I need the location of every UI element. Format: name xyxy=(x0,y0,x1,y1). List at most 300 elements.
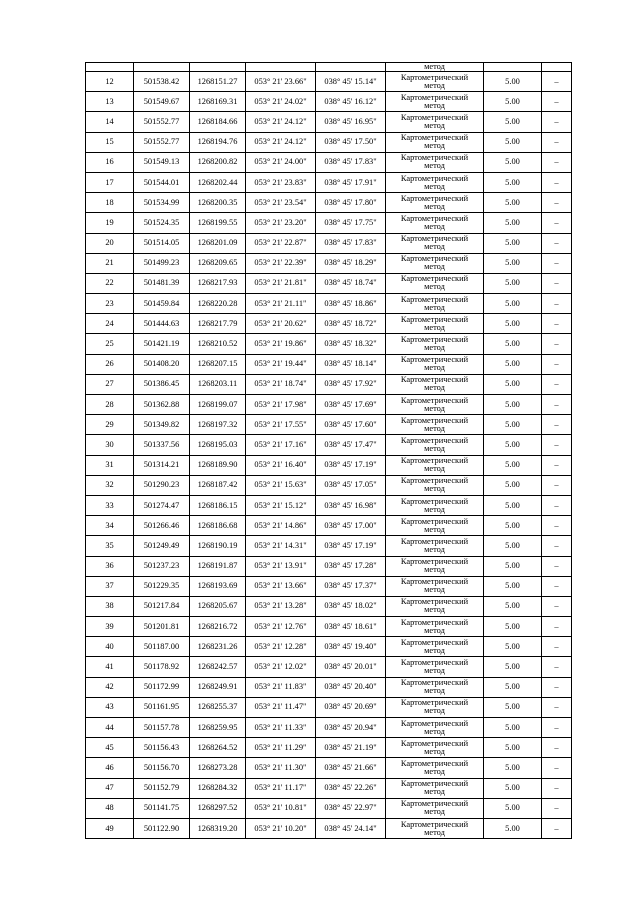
cell-point-number: 41 xyxy=(86,657,134,677)
cell-point-number: 12 xyxy=(86,72,134,92)
cell-method: Картометрический метод xyxy=(386,354,484,374)
cell-empty xyxy=(190,63,246,72)
cell-point-number: 15 xyxy=(86,132,134,152)
cell-latitude: 053° 21' 24.12" xyxy=(246,132,316,152)
table-body xyxy=(86,63,572,839)
cell-accuracy: 5.00 xyxy=(484,334,542,354)
cell-longitude: 038° 45' 17.37" xyxy=(316,576,386,596)
cell-x-coordinate: 501290.23 xyxy=(134,475,190,495)
cell-y-coordinate: 1268200.82 xyxy=(190,152,246,172)
cell-accuracy: 5.00 xyxy=(484,637,542,657)
cell-point-number: 32 xyxy=(86,475,134,495)
cell-method: Картометрический метод xyxy=(386,758,484,778)
cell-latitude: 053° 21' 17.98" xyxy=(246,395,316,415)
cell-accuracy: 5.00 xyxy=(484,253,542,273)
cell-accuracy: 5.00 xyxy=(484,657,542,677)
cell-method: Картометрический метод xyxy=(386,435,484,455)
cell-note: – xyxy=(542,617,572,637)
cell-y-coordinate: 1268209.65 xyxy=(190,253,246,273)
cell-longitude: 038° 45' 22.26" xyxy=(316,778,386,798)
cell-point-number: 24 xyxy=(86,314,134,334)
cell-note: – xyxy=(542,738,572,758)
cell-longitude: 038° 45' 18.02" xyxy=(316,596,386,616)
cell-x-coordinate: 501552.77 xyxy=(134,132,190,152)
cell-point-number: 34 xyxy=(86,516,134,536)
cell-point-number: 21 xyxy=(86,253,134,273)
cell-longitude: 038° 45' 18.74" xyxy=(316,273,386,293)
cell-accuracy: 5.00 xyxy=(484,798,542,818)
cell-method: Картометрический метод xyxy=(386,778,484,798)
cell-point-number: 46 xyxy=(86,758,134,778)
cell-accuracy: 5.00 xyxy=(484,818,542,838)
cell-point-number: 22 xyxy=(86,273,134,293)
cell-note: – xyxy=(542,798,572,818)
cell-empty xyxy=(542,63,572,72)
cell-note: – xyxy=(542,273,572,293)
cell-method: Картометрический метод xyxy=(386,374,484,394)
cell-point-number: 26 xyxy=(86,354,134,374)
cell-empty xyxy=(134,63,190,72)
cell-method: Картометрический метод xyxy=(386,556,484,576)
cell-x-coordinate: 501444.63 xyxy=(134,314,190,334)
cell-point-number: 48 xyxy=(86,798,134,818)
cell-method: Картометрический метод xyxy=(386,516,484,536)
cell-y-coordinate: 1268203.11 xyxy=(190,374,246,394)
cell-longitude: 038° 45' 18.32" xyxy=(316,334,386,354)
cell-y-coordinate: 1268195.03 xyxy=(190,435,246,455)
cell-x-coordinate: 501421.19 xyxy=(134,334,190,354)
cell-accuracy: 5.00 xyxy=(484,596,542,616)
cell-accuracy: 5.00 xyxy=(484,677,542,697)
cell-latitude: 053° 21' 21.81" xyxy=(246,273,316,293)
cell-latitude: 053° 21' 13.91" xyxy=(246,556,316,576)
cell-x-coordinate: 501201.81 xyxy=(134,617,190,637)
table-row xyxy=(86,576,572,596)
cell-note: – xyxy=(542,395,572,415)
cell-point-number: 28 xyxy=(86,395,134,415)
cell-y-coordinate: 1268216.72 xyxy=(190,617,246,637)
cell-latitude: 053° 21' 14.86" xyxy=(246,516,316,536)
cell-x-coordinate: 501499.23 xyxy=(134,253,190,273)
table-row xyxy=(86,132,572,152)
cell-note: – xyxy=(542,516,572,536)
cell-x-coordinate: 501481.39 xyxy=(134,273,190,293)
cell-x-coordinate: 501122.90 xyxy=(134,818,190,838)
cell-y-coordinate: 1268210.52 xyxy=(190,334,246,354)
cell-latitude: 053° 21' 12.28" xyxy=(246,637,316,657)
cell-note: – xyxy=(542,818,572,838)
cell-longitude: 038° 45' 17.60" xyxy=(316,415,386,435)
cell-longitude: 038° 45' 17.69" xyxy=(316,395,386,415)
cell-method: Картометрический метод xyxy=(386,798,484,818)
cell-method: Картометрический метод xyxy=(386,657,484,677)
cell-accuracy: 5.00 xyxy=(484,475,542,495)
cell-latitude: 053° 21' 20.62" xyxy=(246,314,316,334)
cell-y-coordinate: 1268189.90 xyxy=(190,455,246,475)
cell-y-coordinate: 1268186.15 xyxy=(190,495,246,515)
cell-method: Картометрический метод xyxy=(386,415,484,435)
cell-point-number: 39 xyxy=(86,617,134,637)
cell-method: Картометрический метод xyxy=(386,818,484,838)
cell-point-number: 31 xyxy=(86,455,134,475)
cell-point-number: 43 xyxy=(86,697,134,717)
cell-x-coordinate: 501187.00 xyxy=(134,637,190,657)
cell-point-number: 42 xyxy=(86,677,134,697)
cell-latitude: 053° 21' 14.31" xyxy=(246,536,316,556)
cell-accuracy: 5.00 xyxy=(484,435,542,455)
cell-note: – xyxy=(542,92,572,112)
cell-latitude: 053° 21' 12.02" xyxy=(246,657,316,677)
cell-y-coordinate: 1268169.31 xyxy=(190,92,246,112)
cell-y-coordinate: 1268193.69 xyxy=(190,576,246,596)
cell-note: – xyxy=(542,172,572,192)
cell-latitude: 053° 21' 24.02" xyxy=(246,92,316,112)
table-row xyxy=(86,112,572,132)
table-row xyxy=(86,72,572,92)
cell-latitude: 053° 21' 24.00" xyxy=(246,152,316,172)
cell-accuracy: 5.00 xyxy=(484,556,542,576)
cell-latitude: 053° 21' 11.83" xyxy=(246,677,316,697)
cell-longitude: 038° 45' 22.97" xyxy=(316,798,386,818)
table-row xyxy=(86,718,572,738)
cell-accuracy: 5.00 xyxy=(484,395,542,415)
cell-note: – xyxy=(542,314,572,334)
cell-x-coordinate: 501249.49 xyxy=(134,536,190,556)
cell-empty xyxy=(86,63,134,72)
cell-note: – xyxy=(542,536,572,556)
cell-method: Картометрический метод xyxy=(386,112,484,132)
cell-x-coordinate: 501408.20 xyxy=(134,354,190,374)
table-row xyxy=(86,596,572,616)
cell-y-coordinate: 1268297.52 xyxy=(190,798,246,818)
cell-x-coordinate: 501156.70 xyxy=(134,758,190,778)
cell-y-coordinate: 1268190.19 xyxy=(190,536,246,556)
cell-empty xyxy=(246,63,316,72)
cell-x-coordinate: 501549.13 xyxy=(134,152,190,172)
cell-longitude: 038° 45' 24.14" xyxy=(316,818,386,838)
table-row xyxy=(86,818,572,838)
table-row xyxy=(86,334,572,354)
cell-accuracy: 5.00 xyxy=(484,516,542,536)
table-row xyxy=(86,314,572,334)
cell-x-coordinate: 501538.42 xyxy=(134,72,190,92)
table-row xyxy=(86,738,572,758)
table-row xyxy=(86,193,572,213)
cell-empty xyxy=(484,63,542,72)
cell-x-coordinate: 501161.95 xyxy=(134,697,190,717)
cell-note: – xyxy=(542,152,572,172)
cell-accuracy: 5.00 xyxy=(484,112,542,132)
cell-longitude: 038° 45' 20.69" xyxy=(316,697,386,717)
table-row xyxy=(86,294,572,314)
table-row xyxy=(86,233,572,253)
cell-accuracy: 5.00 xyxy=(484,617,542,637)
cell-note: – xyxy=(542,334,572,354)
cell-method: Картометрический метод xyxy=(386,718,484,738)
cell-note: – xyxy=(542,495,572,515)
cell-x-coordinate: 501172.99 xyxy=(134,677,190,697)
cell-point-number: 25 xyxy=(86,334,134,354)
cell-longitude: 038° 45' 18.86" xyxy=(316,294,386,314)
cell-note: – xyxy=(542,677,572,697)
cell-note: – xyxy=(542,374,572,394)
cell-longitude: 038° 45' 20.94" xyxy=(316,718,386,738)
cell-longitude: 038° 45' 18.72" xyxy=(316,314,386,334)
cell-note: – xyxy=(542,132,572,152)
cell-method: Картометрический метод xyxy=(386,596,484,616)
cell-latitude: 053° 21' 19.44" xyxy=(246,354,316,374)
cell-latitude: 053° 21' 16.40" xyxy=(246,455,316,475)
cell-method: Картометрический метод xyxy=(386,697,484,717)
cell-method: Картометрический метод xyxy=(386,617,484,637)
cell-point-number: 44 xyxy=(86,718,134,738)
cell-method: Картометрический метод xyxy=(386,253,484,273)
cell-longitude: 038° 45' 21.66" xyxy=(316,758,386,778)
cell-longitude: 038° 45' 20.40" xyxy=(316,677,386,697)
cell-longitude: 038° 45' 19.40" xyxy=(316,637,386,657)
table-row xyxy=(86,475,572,495)
cell-note: – xyxy=(542,596,572,616)
cell-longitude: 038° 45' 17.83" xyxy=(316,152,386,172)
cell-accuracy: 5.00 xyxy=(484,738,542,758)
cell-y-coordinate: 1268249.91 xyxy=(190,677,246,697)
cell-latitude: 053° 21' 15.63" xyxy=(246,475,316,495)
table-row xyxy=(86,495,572,515)
cell-longitude: 038° 45' 18.14" xyxy=(316,354,386,374)
cell-x-coordinate: 501237.23 xyxy=(134,556,190,576)
cell-y-coordinate: 1268199.07 xyxy=(190,395,246,415)
table-row xyxy=(86,213,572,233)
table-row xyxy=(86,415,572,435)
cell-x-coordinate: 501552.77 xyxy=(134,112,190,132)
table-row xyxy=(86,354,572,374)
cell-y-coordinate: 1268186.68 xyxy=(190,516,246,536)
cell-accuracy: 5.00 xyxy=(484,415,542,435)
table-row xyxy=(86,798,572,818)
cell-y-coordinate: 1268202.44 xyxy=(190,172,246,192)
cell-latitude: 053° 21' 19.86" xyxy=(246,334,316,354)
cell-longitude: 038° 45' 17.05" xyxy=(316,475,386,495)
cell-note: – xyxy=(542,233,572,253)
cell-note: – xyxy=(542,354,572,374)
cell-point-number: 38 xyxy=(86,596,134,616)
cell-latitude: 053° 21' 17.16" xyxy=(246,435,316,455)
cell-accuracy: 5.00 xyxy=(484,536,542,556)
table-row xyxy=(86,374,572,394)
cell-y-coordinate: 1268259.95 xyxy=(190,718,246,738)
cell-point-number: 40 xyxy=(86,637,134,657)
cell-accuracy: 5.00 xyxy=(484,354,542,374)
cell-x-coordinate: 501152.79 xyxy=(134,778,190,798)
cell-x-coordinate: 501229.35 xyxy=(134,576,190,596)
table-row xyxy=(86,536,572,556)
cell-x-coordinate: 501349.82 xyxy=(134,415,190,435)
cell-longitude: 038° 45' 16.98" xyxy=(316,495,386,515)
cell-longitude: 038° 45' 20.01" xyxy=(316,657,386,677)
table-row xyxy=(86,657,572,677)
cell-x-coordinate: 501266.46 xyxy=(134,516,190,536)
cell-point-number: 37 xyxy=(86,576,134,596)
table-row xyxy=(86,637,572,657)
cell-y-coordinate: 1268184.66 xyxy=(190,112,246,132)
cell-point-number: 13 xyxy=(86,92,134,112)
cell-longitude: 038° 45' 15.14" xyxy=(316,72,386,92)
cell-point-number: 14 xyxy=(86,112,134,132)
cell-accuracy: 5.00 xyxy=(484,132,542,152)
table-row xyxy=(86,778,572,798)
cell-point-number: 33 xyxy=(86,495,134,515)
table-row xyxy=(86,172,572,192)
cell-note: – xyxy=(542,475,572,495)
cell-note: – xyxy=(542,455,572,475)
cell-y-coordinate: 1268217.93 xyxy=(190,273,246,293)
cell-accuracy: 5.00 xyxy=(484,495,542,515)
cell-y-coordinate: 1268319.20 xyxy=(190,818,246,838)
cell-y-coordinate: 1268197.32 xyxy=(190,415,246,435)
cell-x-coordinate: 501362.88 xyxy=(134,395,190,415)
cell-latitude: 053° 21' 13.66" xyxy=(246,576,316,596)
cell-latitude: 053° 21' 23.20" xyxy=(246,213,316,233)
cell-accuracy: 5.00 xyxy=(484,576,542,596)
cell-latitude: 053° 21' 10.81" xyxy=(246,798,316,818)
table-row xyxy=(86,617,572,637)
cell-y-coordinate: 1268187.42 xyxy=(190,475,246,495)
cell-latitude: 053° 21' 11.33" xyxy=(246,718,316,738)
cell-x-coordinate: 501141.75 xyxy=(134,798,190,818)
cell-note: – xyxy=(542,253,572,273)
table-row xyxy=(86,273,572,293)
cell-longitude: 038° 45' 17.50" xyxy=(316,132,386,152)
cell-x-coordinate: 501549.67 xyxy=(134,92,190,112)
cell-y-coordinate: 1268151.27 xyxy=(190,72,246,92)
cell-latitude: 053° 21' 11.30" xyxy=(246,758,316,778)
cell-y-coordinate: 1268194.76 xyxy=(190,132,246,152)
table-row xyxy=(86,395,572,415)
cell-longitude: 038° 45' 17.75" xyxy=(316,213,386,233)
cell-latitude: 053° 21' 17.55" xyxy=(246,415,316,435)
cell-note: – xyxy=(542,112,572,132)
cell-accuracy: 5.00 xyxy=(484,72,542,92)
cell-x-coordinate: 501534.99 xyxy=(134,193,190,213)
cell-point-number: 19 xyxy=(86,213,134,233)
cell-latitude: 053° 21' 10.20" xyxy=(246,818,316,838)
cell-point-number: 29 xyxy=(86,415,134,435)
cell-method: Картометрический метод xyxy=(386,92,484,112)
cell-note: – xyxy=(542,72,572,92)
cell-note: – xyxy=(542,718,572,738)
cell-y-coordinate: 1268284.32 xyxy=(190,778,246,798)
cell-latitude: 053° 21' 18.74" xyxy=(246,374,316,394)
table-row xyxy=(86,92,572,112)
cell-y-coordinate: 1268200.35 xyxy=(190,193,246,213)
cell-accuracy: 5.00 xyxy=(484,718,542,738)
cell-method: Картометрический метод xyxy=(386,334,484,354)
cell-y-coordinate: 1268217.79 xyxy=(190,314,246,334)
cell-method: Картометрический метод xyxy=(386,536,484,556)
cell-x-coordinate: 501459.84 xyxy=(134,294,190,314)
cell-latitude: 053° 21' 11.17" xyxy=(246,778,316,798)
cell-method: Картометрический метод xyxy=(386,395,484,415)
table-row xyxy=(86,455,572,475)
cell-point-number: 18 xyxy=(86,193,134,213)
cell-method: Картометрический метод xyxy=(386,72,484,92)
cell-method: Картометрический метод xyxy=(386,213,484,233)
cell-latitude: 053° 21' 23.66" xyxy=(246,72,316,92)
cell-y-coordinate: 1268207.15 xyxy=(190,354,246,374)
cell-note: – xyxy=(542,213,572,233)
cell-note: – xyxy=(542,778,572,798)
cell-latitude: 053° 21' 22.39" xyxy=(246,253,316,273)
cell-longitude: 038° 45' 17.83" xyxy=(316,233,386,253)
cell-x-coordinate: 501178.92 xyxy=(134,657,190,677)
cell-y-coordinate: 1268255.37 xyxy=(190,697,246,717)
cell-latitude: 053° 21' 23.54" xyxy=(246,193,316,213)
cell-point-number: 23 xyxy=(86,294,134,314)
cell-method: Картометрический метод xyxy=(386,233,484,253)
cell-y-coordinate: 1268273.28 xyxy=(190,758,246,778)
table-row-continued xyxy=(86,63,572,72)
cell-longitude: 038° 45' 17.47" xyxy=(316,435,386,455)
cell-method: Картометрический метод xyxy=(386,738,484,758)
cell-note: – xyxy=(542,576,572,596)
cell-longitude: 038° 45' 17.92" xyxy=(316,374,386,394)
cell-note: – xyxy=(542,193,572,213)
cell-method: Картометрический метод xyxy=(386,314,484,334)
cell-empty xyxy=(316,63,386,72)
cell-latitude: 053° 21' 12.76" xyxy=(246,617,316,637)
cell-latitude: 053° 21' 11.29" xyxy=(246,738,316,758)
cell-method: Картометрический метод xyxy=(386,677,484,697)
cell-longitude: 038° 45' 17.28" xyxy=(316,556,386,576)
cell-x-coordinate: 501156.43 xyxy=(134,738,190,758)
cell-y-coordinate: 1268231.26 xyxy=(190,637,246,657)
cell-point-number: 30 xyxy=(86,435,134,455)
cell-note: – xyxy=(542,435,572,455)
cell-longitude: 038° 45' 16.12" xyxy=(316,92,386,112)
cell-note: – xyxy=(542,294,572,314)
cell-x-coordinate: 501217.84 xyxy=(134,596,190,616)
cell-accuracy: 5.00 xyxy=(484,233,542,253)
cell-accuracy: 5.00 xyxy=(484,697,542,717)
cell-method: Картометрический метод xyxy=(386,455,484,475)
cell-method: Картометрический метод xyxy=(386,495,484,515)
cell-method: Картометрический метод xyxy=(386,132,484,152)
table-row xyxy=(86,516,572,536)
cell-longitude: 038° 45' 17.19" xyxy=(316,455,386,475)
cell-accuracy: 5.00 xyxy=(484,455,542,475)
cell-method: Картометрический метод xyxy=(386,637,484,657)
table-row xyxy=(86,152,572,172)
table-row xyxy=(86,697,572,717)
cell-note: – xyxy=(542,657,572,677)
cell-accuracy: 5.00 xyxy=(484,193,542,213)
cell-y-coordinate: 1268264.52 xyxy=(190,738,246,758)
cell-method: Картометрический метод xyxy=(386,273,484,293)
cell-point-number: 20 xyxy=(86,233,134,253)
cell-accuracy: 5.00 xyxy=(484,172,542,192)
cell-y-coordinate: 1268191.87 xyxy=(190,556,246,576)
cell-longitude: 038° 45' 17.80" xyxy=(316,193,386,213)
cell-accuracy: 5.00 xyxy=(484,152,542,172)
cell-longitude: 038° 45' 18.61" xyxy=(316,617,386,637)
cell-accuracy: 5.00 xyxy=(484,314,542,334)
cell-y-coordinate: 1268199.55 xyxy=(190,213,246,233)
table-row xyxy=(86,556,572,576)
cell-note: – xyxy=(542,556,572,576)
cell-accuracy: 5.00 xyxy=(484,92,542,112)
cell-x-coordinate: 501524.35 xyxy=(134,213,190,233)
cell-point-number: 45 xyxy=(86,738,134,758)
